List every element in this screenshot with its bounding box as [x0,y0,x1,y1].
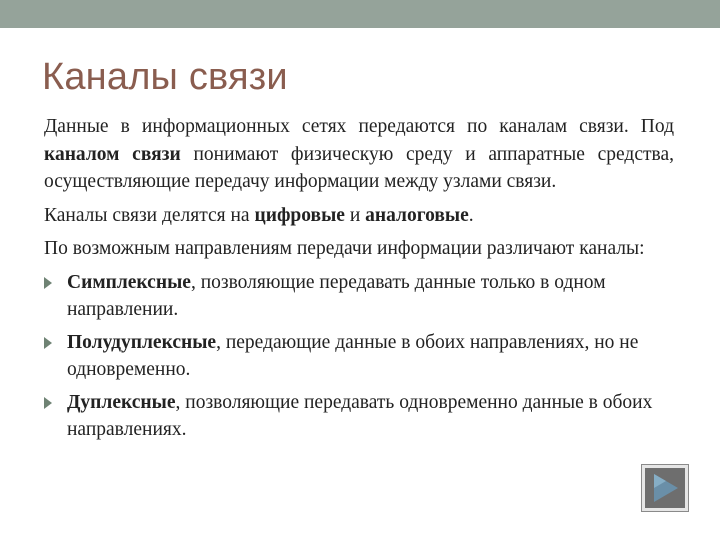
list-item [44,389,674,444]
text: , позволяющие передавать одновременно данные в обоих направлениях. [67,391,653,440]
bullet-arrow-icon [44,337,52,349]
term-duplex: Дуплексные [67,391,176,413]
next-slide-button[interactable] [642,465,688,511]
slide-title: Каналы связи [42,56,288,98]
list-item [44,269,674,324]
term-simplex: Симплексные [67,271,191,293]
term-digital: цифровые [254,204,345,226]
arrow-highlight [654,474,666,488]
paragraph-definition [44,113,674,196]
text: , передающие данные в обоих направлениях, но не одновременно. [67,331,639,380]
slide-body [44,113,674,449]
paragraph-types [44,202,674,230]
bullet-arrow-icon [44,397,52,409]
list-item [44,329,674,384]
text: Каналы связи делятся на [44,204,255,226]
top-bar [0,0,720,28]
term-channel: каналом связи [44,143,181,165]
text: и [344,204,366,226]
term-half-duplex: Полудуплексные [67,331,217,353]
text: Данные в информационных сетях передаются по каналам связи. Под [44,116,674,137]
term-analog: аналоговые [365,204,469,226]
text: , позволяющие передавать данные только в одном направлении. [67,271,606,320]
paragraph-directions: По возможным направлениям передачи информации различают каналы: [44,238,645,259]
text: . [468,204,474,226]
text: понимают физическую среду и аппаратные средства, осуществляющие передачу информации между узлами связи. [44,143,674,192]
bullet-arrow-icon [44,277,52,289]
